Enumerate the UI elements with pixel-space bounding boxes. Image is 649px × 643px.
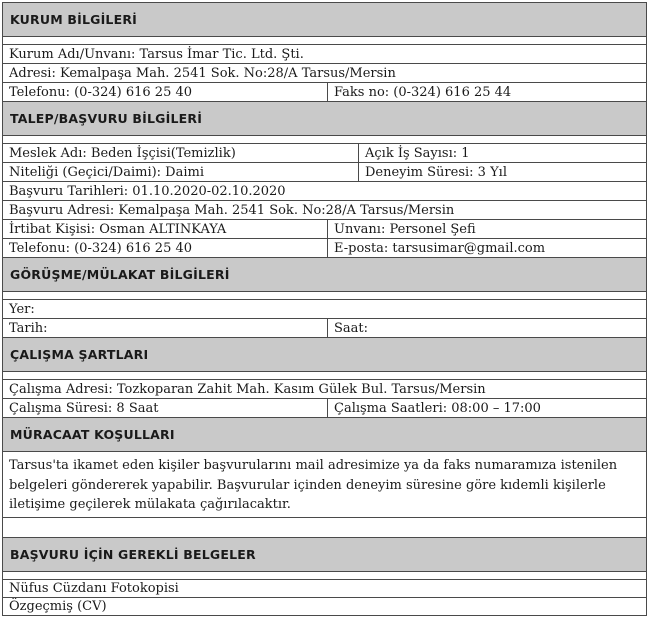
list-item (2, 579, 647, 597)
gorusme-saat: Saat: (327, 319, 646, 337)
section-header-calisma: ÇALIŞMA ŞARTLARI (2, 337, 647, 371)
calisma-adresi: Çalışma Adresi: Tozkoparan Zahit Mah. Kasım Gülek Bul. Tarsus/Mersin (9, 381, 486, 397)
belge-nufus-cuzdani: Nüfus Cüzdanı Fotokopisi (9, 581, 179, 596)
row-calisma-adresi (2, 379, 647, 398)
calisma-saatleri: Çalışma Saatleri: 08:00 – 17:00 (327, 399, 646, 417)
row-kurum-adres (2, 63, 647, 82)
section-header-talep: TALEP/BAŞVURU BİLGİLERİ (2, 101, 647, 135)
unvani: Unvanı: Personel Şefi (327, 220, 646, 238)
basvuru-adresi: Başvuru Adresi: Kemalpaşa Mah. 2541 Sok. No:28/A Tarsus/Mersin (9, 202, 455, 218)
kurum-faks: Faks no: (0-324) 616 25 44 (327, 83, 646, 101)
row-irtibat (2, 219, 647, 238)
section-header-kurum: KURUM BİLGİLERİ (2, 2, 647, 36)
calisma-suresi: Çalışma Süresi: 8 Saat (9, 400, 159, 416)
spacer (2, 571, 647, 579)
kurum-adres: Adresi: Kemalpaşa Mah. 2541 Sok. No:28/A Tarsus/Mersin (9, 65, 396, 81)
meslek-adi: Meslek Adı: Beden İşçisi(Temizlik) (9, 145, 236, 161)
section-header-gorusme: GÖRÜŞME/MÜLAKAT BİLGİLERİ (2, 257, 647, 291)
section-header-belgeler: BAŞVURU İÇİN GEREKLİ BELGELER (2, 537, 647, 571)
irtibat-kisisi: İrtibat Kişisi: Osman ALTINKAYA (9, 221, 227, 237)
row-calisma-sure (2, 398, 647, 417)
row-yer (2, 299, 647, 318)
acik-is-sayisi: Açık İş Sayısı: 1 (358, 144, 646, 162)
muracaat-text: Tarsus'ta ikamet eden kişiler başvurularını mail adresimize ya da faks numaramıza istenilen belgeleri göndererek yapabilir. Başvurular içinden deneyim süresine göre kıdemli kişilerle iletişime geçilerek mülakata çağırılacaktır. (2, 451, 647, 517)
row-talep-iletisim (2, 238, 647, 257)
deneyim-suresi: Deneyim Süresi: 3 Yıl (358, 163, 646, 181)
talep-eposta: E-posta: tarsusimar@gmail.com (327, 239, 646, 257)
table-bottom-border (2, 615, 647, 616)
basvuru-tarihleri: Başvuru Tarihleri: 01.10.2020-02.10.2020 (9, 183, 286, 199)
spacer (2, 36, 647, 44)
gorusme-tarih: Tarih: (9, 320, 48, 336)
gorusme-yer: Yer: (9, 301, 35, 317)
section-header-muracaat: MÜRACAAT KOŞULLARI (2, 417, 647, 451)
spacer (2, 371, 647, 379)
row-kurum-iletisim (2, 82, 647, 101)
kurum-adi: Kurum Adı/Unvanı: Tarsus İmar Tic. Ltd. Şti. (9, 46, 304, 62)
spacer (2, 135, 647, 143)
niteligi: Niteliği (Geçici/Daimi): Daimi (9, 164, 204, 180)
spacer (2, 517, 647, 537)
belge-ozgecmis: Özgeçmiş (CV) (9, 599, 107, 614)
row-basvuru-adresi (2, 200, 647, 219)
row-kurum-adi (2, 44, 647, 63)
job-posting-form (2, 2, 647, 616)
row-nitelik (2, 162, 647, 181)
list-item (2, 597, 647, 615)
row-meslek (2, 143, 647, 162)
row-tarih-saat (2, 318, 647, 337)
row-basvuru-tarihleri (2, 181, 647, 200)
spacer (2, 291, 647, 299)
talep-telefon: Telefonu: (0-324) 616 25 40 (9, 240, 193, 256)
kurum-telefon: Telefonu: (0-324) 616 25 40 (9, 84, 193, 100)
